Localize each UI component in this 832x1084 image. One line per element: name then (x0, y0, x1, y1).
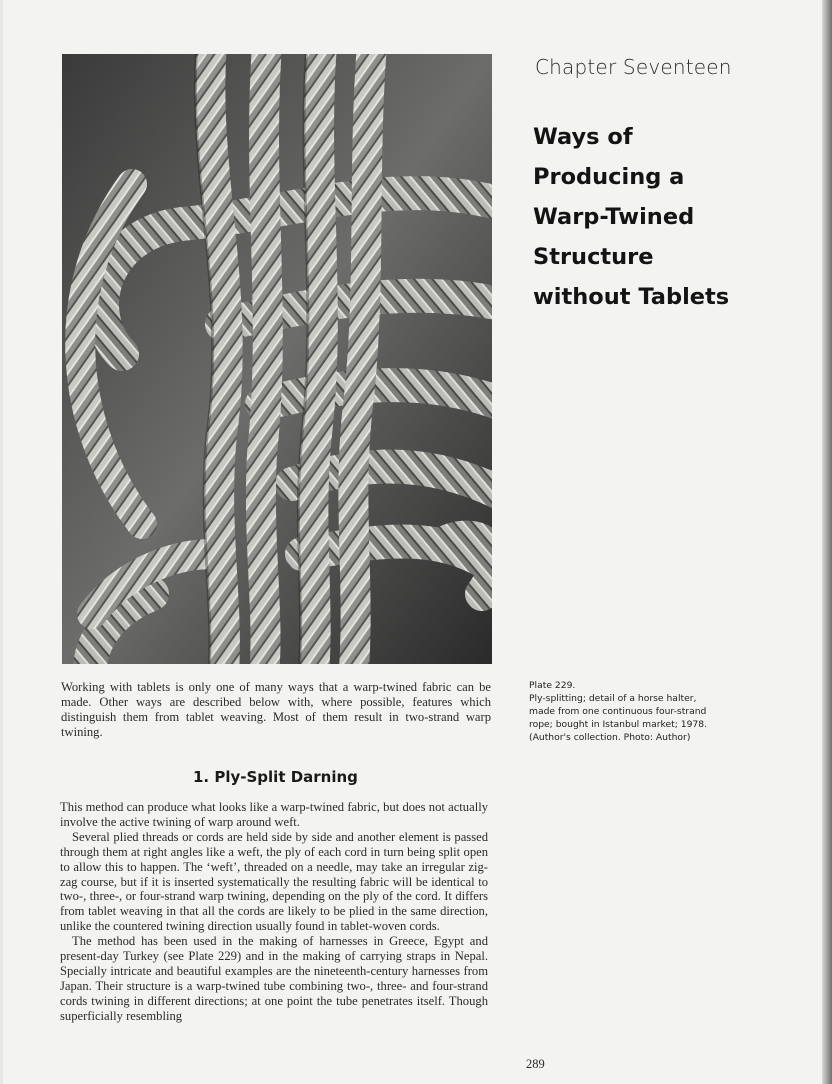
chapter-title-line: Producing a (533, 164, 685, 190)
page-number: 289 (526, 1057, 545, 1071)
caption-line: (Author's collection. Photo: Author) (529, 732, 691, 743)
body-paragraph: Several plied threads or cords are held side by side and another element is passed through them at right angles like a weft, the ply of each cord in turn being split open to allow this to happen. The ‘weft’, threaded on a needle, may take an irregular zig-zag course, but if it is inserted systematically the resulting fabric will be identical to two-, three-, or four-strand warp twining, depending on the ply of the cord. It differs from tablet weaving in that all the cords are likely to be plied in the same direction, unlike the countered twining direction usually found in tablet-woven cords. (60, 829, 488, 934)
caption-line: Plate 229. (529, 680, 576, 691)
chapter-title-line: without Tablets (533, 284, 730, 310)
chapter-title-line: Warp-Twined (533, 204, 695, 230)
caption-line: Ply-splitting; detail of a horse halter, (529, 693, 697, 704)
plate-photo (62, 54, 492, 664)
chapter-title (533, 117, 793, 317)
chapter-label: Chapter Seventeen (535, 55, 732, 79)
body-paragraph: The method has been used in the making of harnesses in Greece, Egypt and present-day Turkey (see Plate 229) and in the making of carrying straps in Nepal. Specially intricate and beautiful examples are the nineteenth-century harnesses from Japan. Their structure is a warp-twined tube combining two-, three- and four-strand cords twining in different directions; at one point the tube penetrates itself. Though superficially resembling (60, 934, 488, 1023)
plate-caption (529, 679, 759, 744)
caption-line: rope; bought in Istanbul market; 1978. (529, 719, 708, 730)
body-paragraph: This method can produce what looks like a warp-twined fabric, but does not actually involve the active twining of warp around weft. (60, 800, 488, 829)
page-gutter (0, 0, 3, 1084)
rope-halter-photo (62, 54, 492, 664)
chapter-title-line: Ways of (533, 124, 633, 150)
page-edge (822, 0, 832, 1084)
intro-paragraph: Working with tablets is only one of many ways that a warp-twined fabric can be made. Other ways are described below with, where possible, features which distinguish them from tablet weaving. Most of them result in two-strand warp twining. (61, 680, 491, 739)
chapter-title-line: Structure (533, 244, 654, 270)
caption-line: made from one continuous four-strand (529, 706, 707, 717)
section-body (60, 800, 488, 1024)
section-heading: 1. Ply-Split Darning (193, 768, 358, 786)
